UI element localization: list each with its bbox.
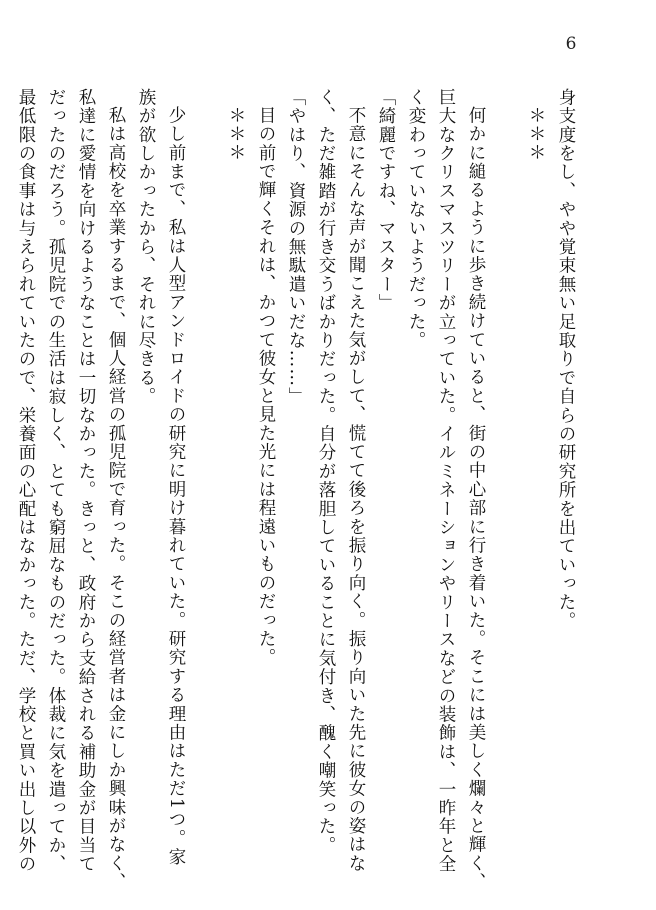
text-line: 少し前まで、私は人型アンドロイドの研究に明け暮れていた。研究する理由はただ1つ。家 xyxy=(166,105,186,866)
text-line: 私は高校を卒業するまで、個人経営の孤児院で育った。そこの経営者は金にしか興味がなく、 xyxy=(106,105,126,891)
section-break: ＊＊＊ xyxy=(526,105,546,162)
dialogue-line: 「綺麗ですね、マスター」 xyxy=(376,88,396,313)
dialogue-line: 「やはり、資源の無駄遣いだな……」 xyxy=(286,88,306,406)
text-line: く変わっていないようだった。 xyxy=(406,88,426,350)
text-line: 何かに縋るように歩き続けていると、街の中心部に行き着いた。そこには美しく爛々と輝く、 xyxy=(466,105,486,891)
text-line: だったのだろう。孤児院での生活は寂しく、とても窮屈なものだった。体裁に気を遣ってか、 xyxy=(46,88,66,874)
text-line: 族が欲しかったから、それに尽きる。 xyxy=(136,88,156,406)
vertical-text-body xyxy=(16,88,581,891)
text-line: く、ただ雑踏が行き交うばかりだった。自分が落胆していることに気付き、醜く嘲笑った。 xyxy=(316,88,336,855)
text-line: 巨大なクリスマスツリーが立っていた。イルミネーションやリースなどの装飾は、一昨年と全 xyxy=(436,88,456,874)
text-line: 最低限の食事は与えられていたので、栄養面の心配はなかった。ただ、学校と買い出し以外の xyxy=(16,88,36,874)
text-line: 不意にそんな声が聞こえた気がして、慌てて後ろを振り向く。振り向いた先に彼女の姿はな xyxy=(346,105,366,873)
text-line: 私達に愛情を向けるようなことは一切なかった。きっと、政府から支給される補助金が目当て xyxy=(76,88,96,874)
text-line: 目の前で輝くそれは、かつて彼女と見た光には程遠いものだった。 xyxy=(256,105,276,667)
page-number: 6 xyxy=(565,34,577,54)
section-break: ＊＊＊ xyxy=(226,105,246,162)
text-line: 身支度をし、やや覚束無い足取りで自らの研究所を出ていった。 xyxy=(556,88,576,631)
